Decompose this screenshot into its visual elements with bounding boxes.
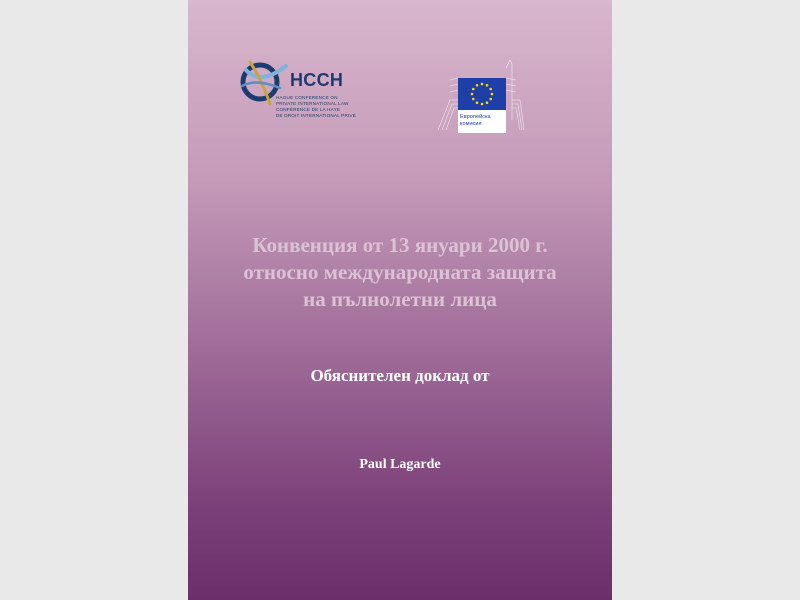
eu-label-box <box>458 110 506 133</box>
eu-stars-icon <box>458 78 506 110</box>
document-subtitle: Обяснителен доклад от <box>310 366 490 385</box>
eu-label-line: Европейска <box>460 114 491 120</box>
document-cover <box>188 0 612 600</box>
hcch-name: HCCH <box>290 70 344 90</box>
hcch-sub-line: PRIVATE INTERNATIONAL LAW <box>276 101 349 106</box>
title-line: относно международната защита <box>243 260 557 284</box>
title-line: на пълнолетни лица <box>303 287 497 311</box>
european-commission-logo <box>436 60 526 140</box>
hcch-sub-line: CONFÉRENCE DE LA HAYE <box>276 107 341 112</box>
hcch-sub-line: HAGUE CONFERENCE ON <box>276 95 338 100</box>
title-line: Конвенция от 13 януари 2000 г. <box>252 233 548 257</box>
eu-flag-icon <box>458 78 506 110</box>
author-name: Paul Lagarde <box>359 457 441 472</box>
hcch-subtitle <box>276 95 370 119</box>
hcch-sub-line: DE DROIT INTERNATIONAL PRIVÉ <box>276 113 357 118</box>
eu-label <box>460 114 506 128</box>
eu-label-line: комисия <box>460 121 482 127</box>
hcch-logo <box>240 56 370 118</box>
document-title <box>188 232 612 313</box>
